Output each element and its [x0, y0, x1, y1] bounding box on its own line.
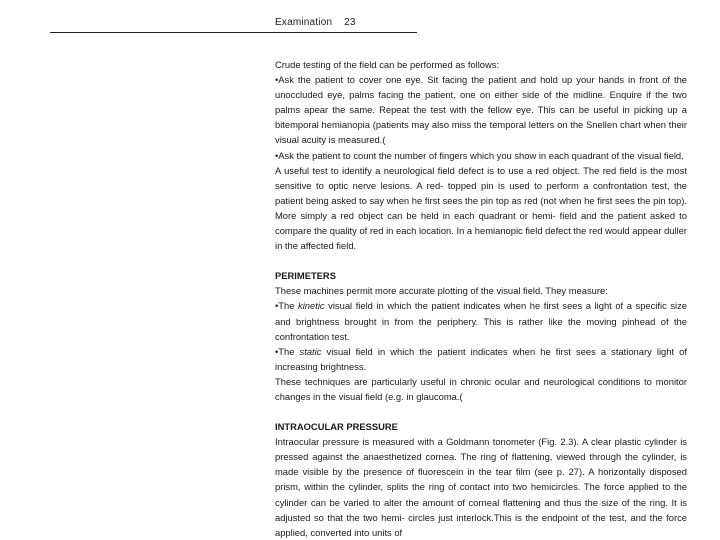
page-body	[275, 57, 687, 540]
bullet-cover-eye: •Ask the patient to cover one eye. Sit facing the patient and hold up your hands in front of the unoccluded eye, palms facing the patient, one on either side of the midline. Enquire if the two palms apear the same. Repeat the test with the fellow eye. This can be useful in picking up a bitemporal hemianopia (patients may also miss the temporal letters on the Snellen chart when their visual acuity is measured.(	[275, 74, 687, 146]
page-number: 23	[344, 17, 356, 28]
red-object-paragraph: A useful test to identify a neurological field defect is to use a red object. The red field is the most sensitive to optic nerve lesions. A red- topped pin is used to perform a confrontation test, the patient being asked to say when he first sees the pin top as red (not when he first sees the pin top). More simply a red object can be held in each quadrant or hemi- field and the patient asked to compare the quality of red in each location. In a hemianopic field defect the red would appear duller in the affected field.	[275, 164, 687, 252]
header-rule	[50, 32, 417, 33]
page-header	[275, 17, 356, 28]
section-heading-intraocular-pressure: INTRAOCULAR PRESSURE	[275, 421, 398, 433]
header-title: Examination	[275, 17, 333, 28]
bullet-kinetic: •The kinetic visual field in which the patient indicates when he first sees a light of a specific size and brightness brought in from the periphery. This is rather like the moving pinhead of the confrontation test.	[275, 300, 688, 342]
bullet-static: •The static visual field in which the patient indicates when he first sees a stationary light of increasing brightness.	[275, 345, 687, 372]
section-heading-perimeters: PERIMETERS	[275, 270, 336, 282]
techniques-paragraph: These techniques are particularly useful in chronic ocular and neurological conditions to monitor changes in the visual field (e.g. in glaucoma.(	[275, 375, 687, 402]
intro-paragraph: Crude testing of the field can be performed as follows:	[275, 59, 500, 70]
bullet-count-fingers: •Ask the patient to count the number of fingers which you show in each quadrant of the visual field.	[275, 149, 684, 161]
tonometer-paragraph: Intraocular pressure is measured with a Goldmann tonometer (Fig. 2.3). A clear plastic cylinder is pressed against the anaesthetized cornea. The ring of flattening, viewed through the cylinder, is made visible by the presence of fluorescein in the tear film (see p. 27). A horizontally disposed prism, within the cylinder, splits the ring of contact into two hemicircles. The force applied to the cylinder can be varied to alter the amount of corneal flattening and thus the size of the ring. It is adjusted so that the two hemi- circles just interlock.This is the endpoint of the test, and the force applied, converted into units of	[275, 436, 687, 538]
perimeters-paragraph: These machines permit more accurate plotting of the visual field. They measure:	[275, 285, 608, 297]
